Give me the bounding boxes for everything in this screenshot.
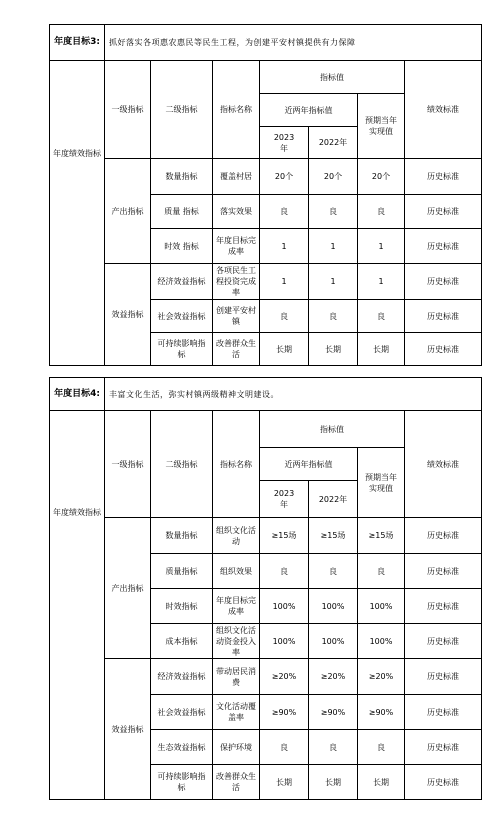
v2022-cell: 良 bbox=[309, 730, 358, 765]
expected-cell: 20个 bbox=[358, 159, 405, 195]
v2022-cell: ≥15场 bbox=[309, 518, 358, 554]
expected-cell: 良 bbox=[358, 195, 405, 229]
name-cell: 落实效果 bbox=[213, 195, 260, 229]
level1-cell: 效益指标 bbox=[105, 264, 151, 366]
standard-cell: 历史标准 bbox=[405, 518, 482, 554]
level2-cell: 质量指标 bbox=[151, 554, 213, 589]
name-cell: 组织文化活动 bbox=[213, 518, 260, 554]
v2023-cell: ≥20% bbox=[260, 659, 309, 695]
expected-cell: ≥15场 bbox=[358, 518, 405, 554]
header-level1: 一级指标 bbox=[105, 411, 151, 518]
name-cell: 年度目标完成率 bbox=[213, 229, 260, 264]
standard-cell: 历史标准 bbox=[405, 554, 482, 589]
standard-cell: 历史标准 bbox=[405, 159, 482, 195]
level2-cell: 社会效益指标 bbox=[151, 300, 213, 333]
header-expected: 预期当年实现值 bbox=[358, 448, 405, 518]
expected-cell: 长期 bbox=[358, 765, 405, 800]
name-cell: 改善群众生活 bbox=[213, 333, 260, 366]
table-row bbox=[50, 659, 482, 695]
name-cell: 带动居民消费 bbox=[213, 659, 260, 695]
header-standard: 绩效标准 bbox=[405, 61, 482, 159]
v2022-cell: 1 bbox=[309, 229, 358, 264]
level1-cell: 效益指标 bbox=[105, 659, 151, 800]
v2023-cell: 良 bbox=[260, 554, 309, 589]
level2-cell: 数量指标 bbox=[151, 518, 213, 554]
v2022-cell: 长期 bbox=[309, 765, 358, 800]
header-level2: 二级指标 bbox=[151, 61, 213, 159]
v2023-cell: 1 bbox=[260, 229, 309, 264]
header-name: 指标名称 bbox=[213, 411, 260, 518]
v2022-cell: ≥20% bbox=[309, 659, 358, 695]
v2022-cell: 良 bbox=[309, 554, 358, 589]
v2023-cell: 100% bbox=[260, 589, 309, 624]
section-cell bbox=[50, 159, 105, 366]
level2-cell: 社会效益指标 bbox=[151, 695, 213, 730]
header-value: 指标值 bbox=[260, 61, 405, 94]
expected-cell: 1 bbox=[358, 229, 405, 264]
standard-cell: 历史标准 bbox=[405, 333, 482, 366]
expected-cell: 良 bbox=[358, 730, 405, 765]
header-level2: 二级指标 bbox=[151, 411, 213, 518]
name-cell: 创建平安村镇 bbox=[213, 300, 260, 333]
standard-cell: 历史标准 bbox=[405, 659, 482, 695]
standard-cell: 历史标准 bbox=[405, 589, 482, 624]
header-expected: 预期当年实现值 bbox=[358, 94, 405, 159]
level1-cell: 产出指标 bbox=[105, 518, 151, 659]
level2-cell: 经济效益指标 bbox=[151, 264, 213, 300]
goal3-text: 抓好落实各项惠农惠民等民生工程，为创建平安村镇提供有力保障 bbox=[105, 25, 482, 61]
v2022-cell: 1 bbox=[309, 264, 358, 300]
header-recent: 近两年指标值 bbox=[260, 448, 358, 481]
header-value: 指标值 bbox=[260, 411, 405, 448]
level2-cell: 时效指标 bbox=[151, 589, 213, 624]
expected-cell: 100% bbox=[358, 589, 405, 624]
v2023-cell: 良 bbox=[260, 195, 309, 229]
v2022-cell: ≥90% bbox=[309, 695, 358, 730]
standard-cell: 历史标准 bbox=[405, 730, 482, 765]
expected-cell: 100% bbox=[358, 624, 405, 659]
name-cell: 改善群众生活 bbox=[213, 765, 260, 800]
name-cell: 保护环境 bbox=[213, 730, 260, 765]
name-cell: 文化活动覆盖率 bbox=[213, 695, 260, 730]
v2023-cell: ≥15场 bbox=[260, 518, 309, 554]
standard-cell: 历史标准 bbox=[405, 624, 482, 659]
v2022-cell: 100% bbox=[309, 624, 358, 659]
level2-cell: 可持续影响指标 bbox=[151, 333, 213, 366]
level2-cell: 生态效益指标 bbox=[151, 730, 213, 765]
v2023-cell: 1 bbox=[260, 264, 309, 300]
v2023-cell: ≥90% bbox=[260, 695, 309, 730]
goal4-label: 年度目标4: bbox=[50, 378, 105, 411]
v2022-cell: 良 bbox=[309, 300, 358, 333]
standard-cell: 历史标准 bbox=[405, 264, 482, 300]
name-cell: 覆盖村居 bbox=[213, 159, 260, 195]
level2-cell: 经济效益指标 bbox=[151, 659, 213, 695]
name-cell: 各项民生工程投资完成率 bbox=[213, 264, 260, 300]
header-recent: 近两年指标值 bbox=[260, 94, 358, 127]
name-cell: 组织文化活动资金投入率 bbox=[213, 624, 260, 659]
goal3-section-label: 年度绩效指标 bbox=[50, 61, 105, 159]
standard-cell: 历史标准 bbox=[405, 195, 482, 229]
goal4-text: 丰富文化生活，弥实村镇两级精神文明建设。 bbox=[105, 378, 482, 411]
level2-cell: 成本指标 bbox=[151, 624, 213, 659]
header-2022: 2022年 bbox=[309, 127, 358, 159]
standard-cell: 历史标准 bbox=[405, 229, 482, 264]
v2023-cell: 100% bbox=[260, 624, 309, 659]
expected-cell: 长期 bbox=[358, 333, 405, 366]
expected-cell: 1 bbox=[358, 264, 405, 300]
header-2023: 2023年 bbox=[260, 481, 309, 518]
level2-cell: 可持续影响指标 bbox=[151, 765, 213, 800]
level1-cell: 产出指标 bbox=[105, 159, 151, 264]
v2022-cell: 100% bbox=[309, 589, 358, 624]
standard-cell: 历史标准 bbox=[405, 300, 482, 333]
expected-cell: 良 bbox=[358, 300, 405, 333]
v2023-cell: 长期 bbox=[260, 765, 309, 800]
level2-cell: 质量 指标 bbox=[151, 195, 213, 229]
goal4-table bbox=[49, 377, 482, 800]
expected-cell: ≥20% bbox=[358, 659, 405, 695]
name-cell: 年度目标完成率 bbox=[213, 589, 260, 624]
table-row bbox=[50, 518, 482, 554]
level2-cell: 时效 指标 bbox=[151, 229, 213, 264]
header-level1: 一级指标 bbox=[105, 61, 151, 159]
standard-cell: 历史标准 bbox=[405, 695, 482, 730]
standard-cell: 历史标准 bbox=[405, 765, 482, 800]
expected-cell: ≥90% bbox=[358, 695, 405, 730]
goal3-table bbox=[49, 24, 482, 366]
header-standard: 绩效标准 bbox=[405, 411, 482, 518]
section-cell bbox=[50, 518, 105, 800]
name-cell: 组织效果 bbox=[213, 554, 260, 589]
expected-cell: 良 bbox=[358, 554, 405, 589]
level2-cell: 数量指标 bbox=[151, 159, 213, 195]
v2023-cell: 良 bbox=[260, 730, 309, 765]
v2023-cell: 长期 bbox=[260, 333, 309, 366]
v2022-cell: 良 bbox=[309, 195, 358, 229]
v2023-cell: 20个 bbox=[260, 159, 309, 195]
v2023-cell: 良 bbox=[260, 300, 309, 333]
v2022-cell: 20个 bbox=[309, 159, 358, 195]
header-2022: 2022年 bbox=[309, 481, 358, 518]
v2022-cell: 长期 bbox=[309, 333, 358, 366]
goal3-label: 年度目标3: bbox=[50, 25, 105, 61]
table-row bbox=[50, 264, 482, 300]
table-row bbox=[50, 159, 482, 195]
goal4-section-label: 年度绩效指标 bbox=[50, 411, 105, 518]
header-name: 指标名称 bbox=[213, 61, 260, 159]
header-2023: 2023年 bbox=[260, 127, 309, 159]
